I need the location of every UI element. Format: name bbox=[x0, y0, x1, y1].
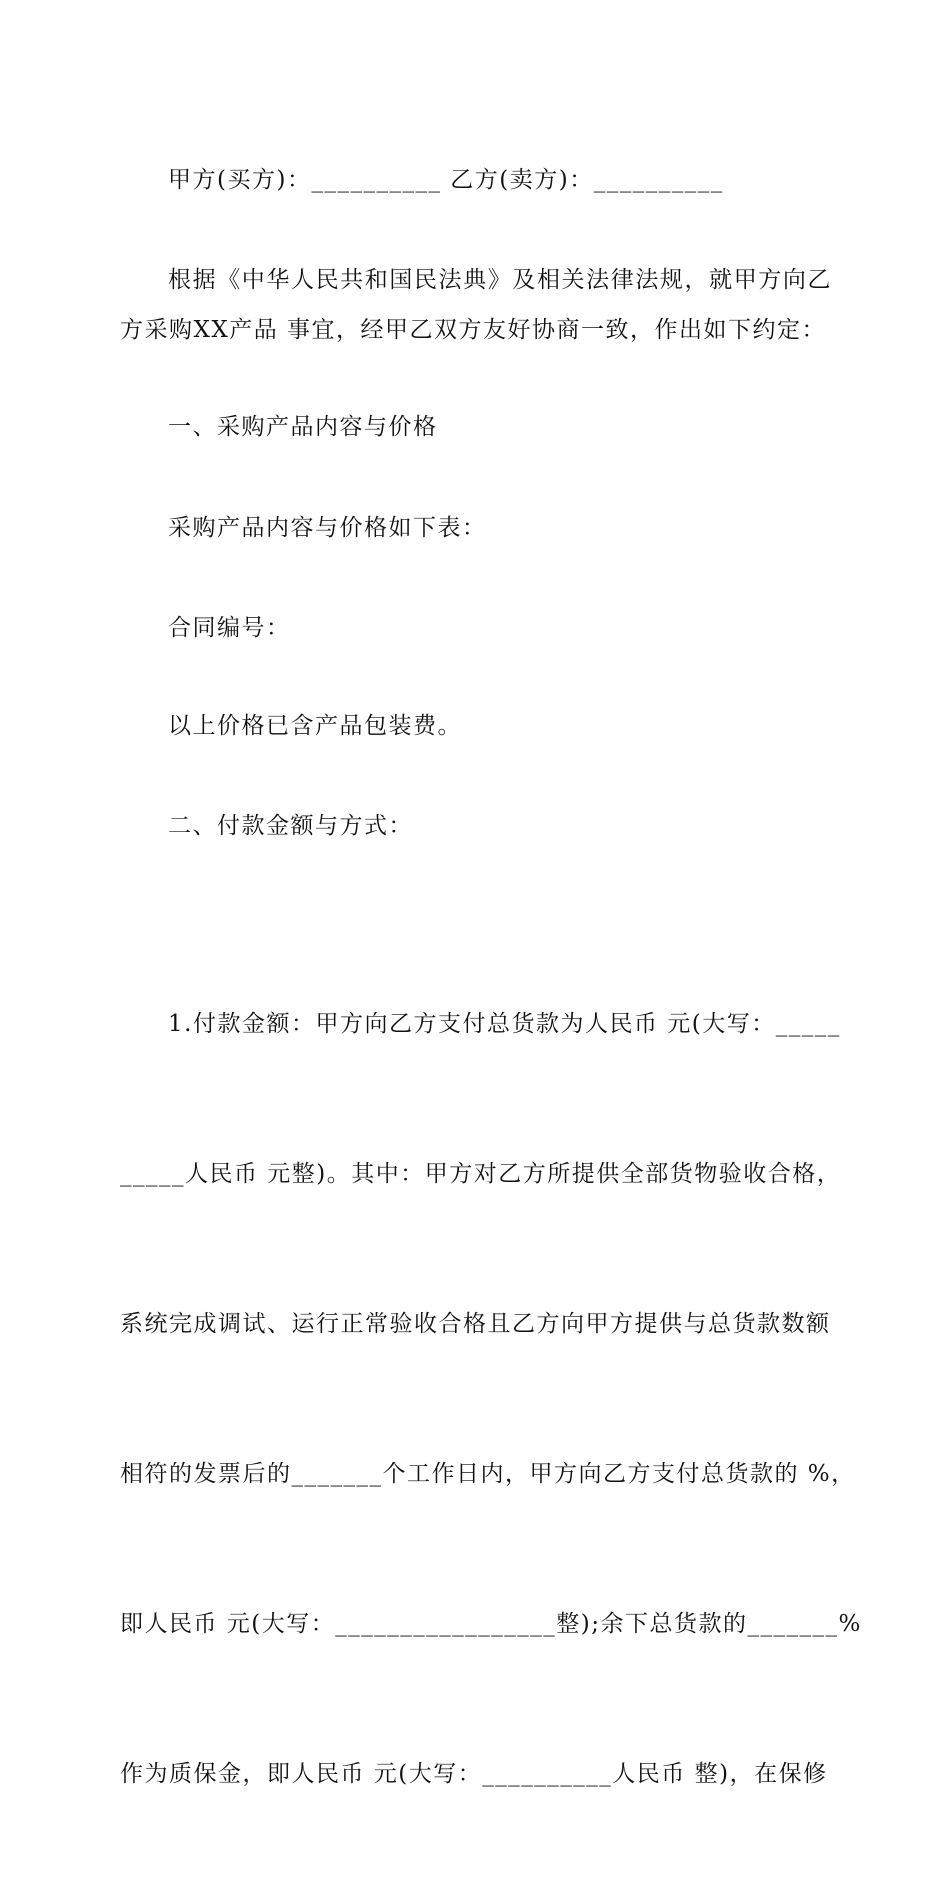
contract-number-label: 合同编号： bbox=[168, 615, 291, 641]
parties-line: 甲方(买方)：__________ 乙方(卖方)：__________ bbox=[168, 167, 724, 193]
packaging-note: 以上价格已含产品包装费。 bbox=[168, 713, 462, 739]
payment-line: _____人民币 元整)。其中：甲方对乙方所提供全部货物验收合格， bbox=[120, 1161, 842, 1187]
payment-paragraph bbox=[120, 899, 862, 1899]
intro-paragraph: 根据《中华人民共和国民法典》及相关法律法规，就甲方向乙方采购XX产品 事宜，经甲乙双方友好协商一致，作出如下约定： bbox=[120, 267, 832, 343]
payment-line: 相符的发票后的_______个工作日内，甲方向乙方支付总货款的 %， bbox=[120, 1461, 856, 1487]
section1-heading: 一、采购产品内容与价格 bbox=[168, 414, 438, 440]
payment-line: 作为质保金，即人民币 元(大写：__________人民币 整)，在保修 bbox=[120, 1761, 828, 1787]
payment-line: 1.付款金额：甲方向乙方支付总货款为人民币 元(大写：_____ bbox=[168, 1011, 841, 1037]
payment-line: 系统完成调试、运行正常验收合格且乙方向甲方提供与总货款数额 bbox=[120, 1311, 831, 1337]
section1-table-intro: 采购产品内容与价格如下表： bbox=[168, 515, 487, 541]
section2-heading: 二、付款金额与方式： bbox=[168, 813, 413, 839]
payment-line: 即人民币 元(大写：_________________整);余下总货款的_______% bbox=[120, 1611, 862, 1637]
